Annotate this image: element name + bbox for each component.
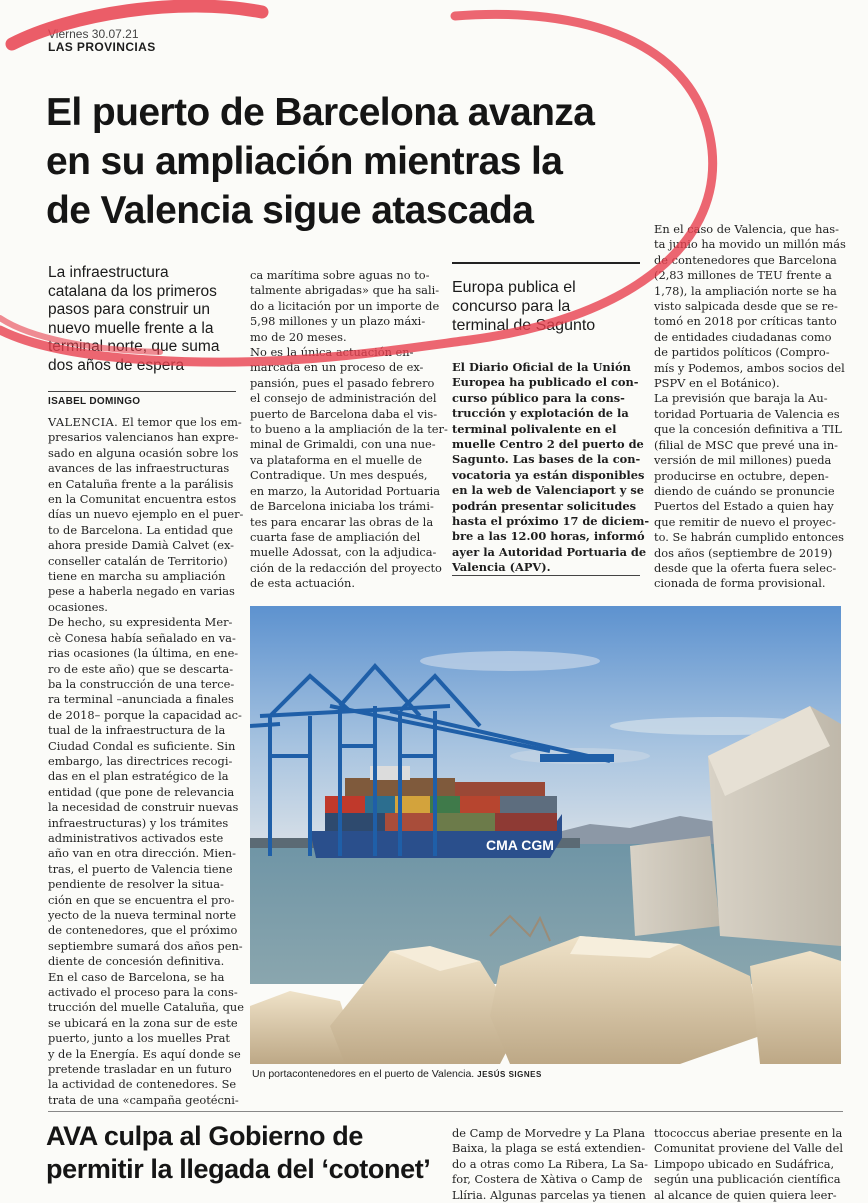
text-line: la actividad de contenedores. Se [48,1077,237,1092]
text-line: de partidos políticos (Compro- [654,345,830,360]
text-line: marcada en un proceso de ex- [250,360,424,375]
text-line: presarios valencianos han expre- [48,430,239,445]
text-line: minal de Grimaldi, con una nue- [250,437,436,452]
secondary-headline [46,1120,446,1186]
text-line: va plataforma en el muelle de [250,452,422,467]
text-line: mís y Podemos, ambos socios del [654,360,845,375]
sidebar-title-line: Europa publica el [452,279,576,296]
text-line: infraestructuras) y los trámites [48,815,229,830]
text-line: PSPV en el Botánico). [654,376,780,391]
text-line: muelle Adossat, con la adjudica- [250,545,437,560]
newspaper-name: LAS PROVINCIAS [48,40,156,54]
text-line: to bueno a la ampliación de la ter- [250,422,448,437]
text-line: Baixa, la plaga se está extendien- [452,1141,646,1156]
text-line: Sagunto. Las bases de la con- [452,452,641,467]
text-line: diente de concesión definitiva. [48,954,225,969]
text-line: toridad Portuaria de Valencia es [654,406,840,421]
text-line: Puertos del Estado a quien hay [654,499,834,514]
text-line: rias ocasiones (la última, en ene- [48,646,239,661]
text-line: diendo de cuándo se pronuncie [654,483,835,498]
text-line: yecto de la nueva terminal norte [48,908,237,922]
text-line: producirse en octubre, depen- [654,468,829,483]
photo-caption [252,1068,842,1080]
text-line: de esta actuación. [250,576,355,591]
text-line: das en el plan estratégico de la [48,769,229,784]
text-line: ba la construcción de una terce- [48,676,235,691]
byline: ISABEL DOMINGO [48,391,236,407]
text-line: hasta el próximo 17 de diciem- [452,514,650,529]
text-line: en marzo, la Autoridad Portuaria [250,483,441,498]
standfirst [48,264,236,376]
text-line: tiene en marcha su ampliación [48,569,226,584]
text-line: días un nuevo ejemplo en el puer- [48,507,244,522]
text-line [48,415,242,430]
text-line: pendiente de resolver la situa- [48,877,224,892]
headline-line: en su ampliación mientras la [46,140,563,183]
caption-text: Un portacontenedores en el puerto de Valencia. [252,1068,475,1080]
text-line: avances de las infraestructuras [48,461,230,476]
text-line: la necesidad de construir nuevas [48,800,239,815]
text-line: Llíria. Algunas parcelas ya tienen [452,1187,646,1202]
text-line: de 2018– porque la capacidad ac- [48,707,242,722]
sidebar-body [452,360,650,576]
sidebar-title-line: terminal de Sagunto [452,317,596,334]
standfirst-line: nuevo muelle frente a la [48,319,214,337]
text-line: de Camp de Morvedre y La Plana [452,1126,646,1140]
text-line: vocatoria ya están disponibles [452,467,645,482]
standfirst-line: terminal norte, que suma [48,338,220,356]
text-line: y de la Energía. Es aquí donde se [48,1046,241,1061]
text-line: ocasiones. [48,599,108,614]
text-line: ción de la redacción del proyecto [250,560,442,575]
text-line: puerto de Barcelona daba el vis- [250,406,438,421]
sidebar-bottom-rule [452,575,640,576]
edition-date: Viernes 30.07.21 [48,27,139,41]
text-line: (filial de MSC que prevé una in- [654,437,839,452]
text-line: De hecho, su expresidenta Mer- [48,615,233,630]
text-line: muelle Centro 2 del puerto de [452,437,644,452]
text-line: ayer la Autoridad Portuaria de [452,544,647,559]
text-line: tras, el puerto de Valencia tiene [48,861,233,876]
text-line: ahora preside Damià Calvet (ex- [48,538,235,553]
text-line: cionada de forma provisional. [654,576,826,591]
text-line: La previsión que baraja la Au- [654,391,828,406]
text-line: Ciudad Condal es suficiente. Sin [48,738,236,753]
crane-boom [540,754,614,762]
dateline: VALENCIA. [48,415,119,429]
port-photo [250,606,841,1064]
concrete-block [630,836,720,936]
text-line: trata de una «campaña geotécni- [48,1092,239,1107]
text-line: al alcance de quien quiera leer- [654,1187,837,1202]
text-line: sado en alguna ocasión sobre los [48,445,239,460]
text-line: trucción del muelle Cataluña, que [48,1000,244,1015]
text-line: según una publicación científica [654,1172,841,1187]
text-run: El temor que los em- [118,415,242,429]
text-line: to de Barcelona. La entidad que [48,522,233,537]
photo-credit: JESÚS SIGNES [477,1070,542,1079]
text-line: No es la única actuación en- [250,345,414,360]
sidebar-title-line: concurso para la [452,298,571,315]
text-line: puerto, junto a los muelles Prat [48,1031,230,1046]
ship-name: CMA CGM [486,837,554,853]
secondary-headline-line: permitir la llegada del ‘cotonet’ [46,1154,431,1184]
text-line: pansión, pues el pasado febrero [250,375,435,390]
text-line: pese a haberla negado en varias [48,584,235,599]
sidebar-top-rule [452,262,640,264]
text-line: curso público para la cons- [452,390,625,405]
text-line: Comunitat proviene del Valle del [654,1141,843,1156]
standfirst-line: catalana da los primeros [48,282,217,300]
article-column-1 [48,415,244,1108]
text-line: cuarta fase de ampliación del [250,529,421,544]
text-line: que remitir de nuevo el proyec- [654,514,836,529]
text-line: En el caso de Valencia, que has- [654,222,839,236]
text-line: talmente abrigadas» que ha sali- [250,283,440,298]
text-line: dos años (septiembre de 2019) [654,545,833,560]
text-line: ción en que se encuentra el pro- [48,892,235,907]
text-line: ta junio ha movido un millón más [654,237,846,252]
standfirst-line: dos años de espera [48,356,185,374]
text-line: to. Se habrán cumplido entonces [654,530,844,545]
text-line: (2,83 millones de TEU frente a [654,268,832,283]
text-line: desde que la oferta fuera selec- [654,560,837,575]
text-line: activado el proceso para la cons- [48,985,238,1000]
text-line: do a otras como La Ribera, La Sa- [452,1156,648,1171]
text-line: ttococcus aberiae presente en la [654,1126,843,1140]
container-ship-illustration [250,606,841,1064]
text-line: ra terminal –anunciada a finales [48,692,234,707]
headline-line: de Valencia sigue atascada [46,189,534,232]
standfirst-line: pasos para construir un [48,301,210,319]
text-line: trucción y explotación de la [452,406,629,421]
text-line: Valencia (APV). [452,560,551,575]
text-line: que la concesión definitiva a TIL [654,422,842,437]
text-line: septiembre sumará dos años pen- [48,938,243,953]
text-line: cè Conesa había señalado en va- [48,630,236,645]
text-line: administrativos activados este [48,830,224,845]
text-line: Europea ha publicado el con- [452,375,639,390]
text-line: versión de mil millones) pueda [654,453,832,468]
text-line: do a licitación por un importe de [250,298,440,313]
text-line: año van en otra dirección. Mien- [48,846,236,861]
text-line: pretende trasladar en un futuro [48,1062,232,1077]
headline-line: El puerto de Barcelona avanza [46,91,595,134]
text-line: ro de este año) que se descarta- [48,661,234,676]
text-line: de entidades ciudadanas como [654,329,832,344]
text-line: tomó en 2018 por críticas tanto [654,314,837,329]
text-line: en la web de Valenciaport y se [452,483,645,498]
text-line: visto salpicada desde que se re- [654,299,838,314]
text-line: ca marítima sobre aguas no to- [250,268,430,282]
text-line: Contradique. Un mes después, [250,468,428,483]
text-line: En el caso de Barcelona, se ha [48,969,225,984]
standfirst-line: La infraestructura [48,264,169,281]
text-line: podrán presentar solicitudes [452,498,637,513]
article-column-2 [250,268,448,592]
text-line: de Barcelona iniciaba los trámi- [250,499,434,514]
text-line: el consejo de administración del [250,391,437,406]
article-column-4 [654,222,846,592]
text-line: en Cataluña frente a la parálisis [48,476,234,491]
text-line: embargo, las directrices recogi- [48,753,233,768]
masthead [48,28,348,54]
text-line: tual de la infraestructura de la [48,723,226,738]
text-line: 1,78), la ampliación norte se ha [654,283,837,298]
text-line: for, Costera de Xàtiva o Camp de [452,1172,643,1187]
text-line: 5,98 millones y un plazo máxi- [250,314,426,329]
text-line: entidad (que pone de relevancia [48,784,235,799]
sidebar-title [452,278,642,335]
text-line: Limpopo ubicado en Sudáfrica, [654,1156,835,1171]
text-line: de contenedores que Barcelona [654,252,837,267]
text-line: terminal polivalente en el [452,421,617,436]
text-line: mo de 20 meses. [250,329,347,344]
section-divider [48,1111,843,1112]
text-line: en la Comunitat encuentra estos [48,492,237,507]
text-line: conseller catalán de Territorio) [48,553,228,568]
headline [46,88,666,235]
secondary-column-2 [452,1126,648,1203]
secondary-headline-line: AVA culpa al Gobierno de [46,1121,363,1151]
text-line: de contenedores, que el próximo [48,923,238,938]
secondary-column-3 [654,1126,843,1203]
text-line: tes para encarar las obras de la [250,514,434,529]
text-line: se ubicará en la zona sur de este [48,1015,238,1030]
text-line: bre a las 12.00 horas, informó [452,529,645,544]
text-line: El Diario Oficial de la Unión [452,360,631,374]
